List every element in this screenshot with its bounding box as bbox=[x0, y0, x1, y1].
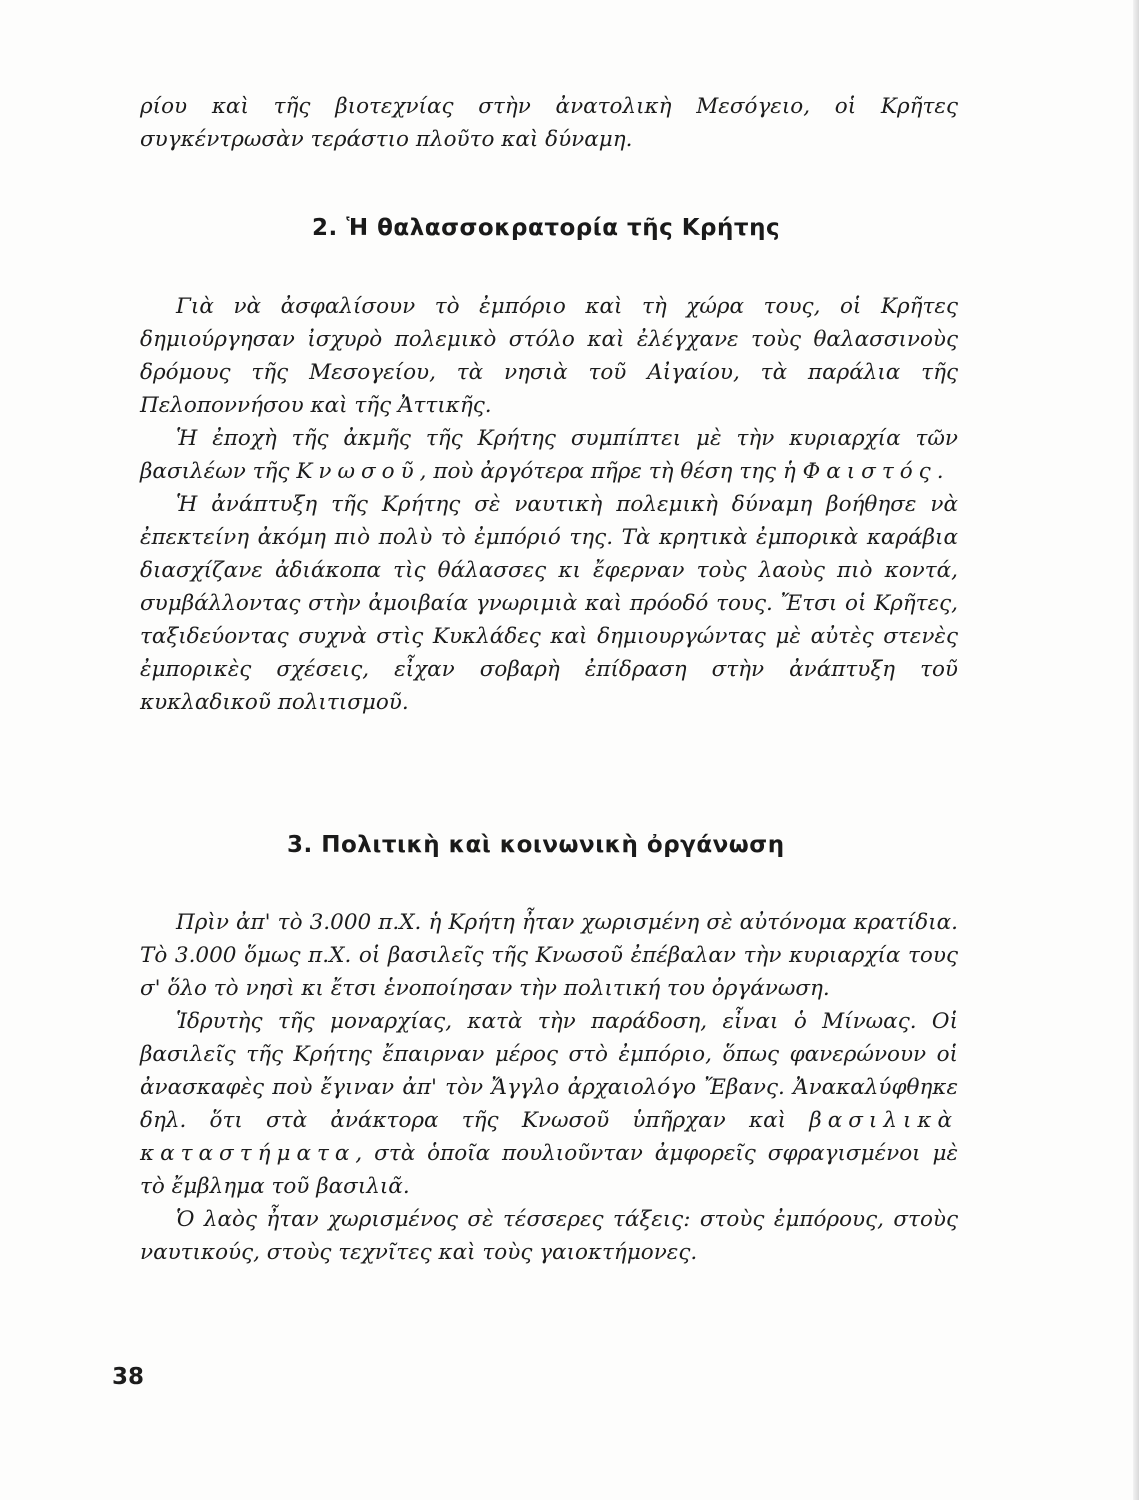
section-3-heading: 3. Πολιτικὴ καὶ κοινωνικὴ ὀργάνωση bbox=[287, 832, 785, 858]
section-3-paragraph-3: Ὁ λαὸς ἦταν χωρισμένος σὲ τέσσερες τάξεις: στοὺς ἐμπόρους, στοὺς ναυτικούς, στοὺς τεχνῖτες καὶ τοὺς γαιοκτήμονες. bbox=[140, 1207, 958, 1265]
spaced-words-royal-shops: βασιλικὰ καταστήματα bbox=[140, 1108, 958, 1166]
section-2-heading: 2. Ἡ θαλασσοκρατορία τῆς Κρήτης bbox=[312, 215, 781, 241]
section-2-paragraph-3: Ἡ ἀνάπτυξη τῆς Κρήτης σὲ ναυτικὴ πολεμικὴ δύναμη βοήθησε νὰ ἐπεκτείνη ἀκόμη πιὸ πολὺ τὸ ἐμπόριό της. Τὰ κρητικὰ ἐμπορικὰ καράβια διασχίζανε ἀδιάκοπα τὶς θάλασσες κι ἔφερναν τοὺς λαοὺς πιὸ κοντά, συμβάλλοντας στὴν ἀμοιβαία γνωριμιὰ καὶ πρόοδό τους. Ἔτσι οἱ Κρῆτες, ταξιδεύοντας συχνὰ στὶς Κυκλάδες καὶ δημιουργώντας μὲ αὐτὲς στενὲς ἐμπορικὲς σχέσεις, εἶχαν σοβαρὴ ἐπίδραση στὴν ἀνάπτυξη τοῦ κυκλαδικοῦ πολιτισμοῦ. bbox=[140, 492, 958, 715]
spaced-word-phaistos: Φαιστός bbox=[802, 459, 937, 484]
section-2-paragraph-2 bbox=[140, 422, 958, 488]
page-edge-shadow bbox=[1133, 0, 1139, 1500]
p2-text-b: , ποὺ ἀργότερα πῆρε τὴ θέση της ἡ bbox=[419, 459, 803, 484]
intro-continuation bbox=[140, 90, 958, 156]
p2-text-c: . bbox=[936, 459, 944, 484]
page-number: 38 bbox=[112, 1364, 145, 1390]
s3p2-text-b: , στὰ ὁποῖα πουλιοῦνταν ἀμφορεῖς σφραγισμένοι μὲ τὸ ἔμβλημα τοῦ βασιλιᾶ. bbox=[140, 1141, 958, 1199]
section-3-paragraph-1: Πρὶν ἀπ' τὸ 3.000 π.Χ. ἡ Κρήτη ἦταν χωρισμένη σὲ αὐτόνομα κρατίδια. Τὸ 3.000 ὅμως π.Χ. οἱ βασιλεῖς τῆς Κνωσοῦ ἐπέβαλαν τὴν κυριαρχία τους σ' ὅλο τὸ νησὶ κι ἔτσι ἑνοποίησαν τὴν πολιτική του ὀργάνωση. bbox=[140, 910, 958, 1001]
section-2-body bbox=[140, 290, 958, 719]
section-2-paragraph-1: Γιὰ νὰ ἀσφαλίσουν τὸ ἐμπόριο καὶ τὴ χώρα τους, οἱ Κρῆτες δημιούργησαν ἰσχυρὸ πολεμικὸ στόλο καὶ ἐλέγχανε τοὺς θαλασσινοὺς δρόμους τῆς Μεσογείου, τὰ νησιὰ τοῦ Αἰγαίου, τὰ παράλια τῆς Πελοποννήσου καὶ τῆς Ἀττικῆς. bbox=[140, 294, 958, 418]
section-3-body bbox=[140, 906, 958, 1269]
p2-text-a: Ἡ ἐποχὴ τῆς ἀκμῆς τῆς Κρήτης συμπίπτει μὲ τὴν κυριαρχία τῶν βασιλέων τῆς bbox=[140, 426, 958, 484]
section-3-paragraph-2 bbox=[140, 1005, 958, 1203]
intro-paragraph: ρίου καὶ τῆς βιοτεχνίας στὴν ἀνατολικὴ Μεσόγειο, οἱ Κρῆτες συγκέντρωσὰν τεράστιο πλοῦτο καὶ δύναμη. bbox=[140, 94, 958, 152]
s3p2-text-a: Ἱδρυτὴς τῆς μοναρχίας, κατὰ τὴν παράδοση, εἶναι ὁ Μίνωας. Οἱ βασιλεῖς τῆς Κρήτης ἔπαιρναν μέρος στὸ ἐμπόριο, ὅπως φανερώνουν οἱ ἀνασκαφὲς ποὺ ἔγιναν ἀπ' τὸν Ἄγγλο ἀρχαιολόγο Ἔβανς. Ἀνακαλύφθηκε δηλ. ὅτι στὰ ἀνάκτορα τῆς Κνωσοῦ ὑπῆρχαν καὶ bbox=[140, 1009, 958, 1133]
spaced-word-knossos: Κνωσοῦ bbox=[296, 459, 420, 484]
